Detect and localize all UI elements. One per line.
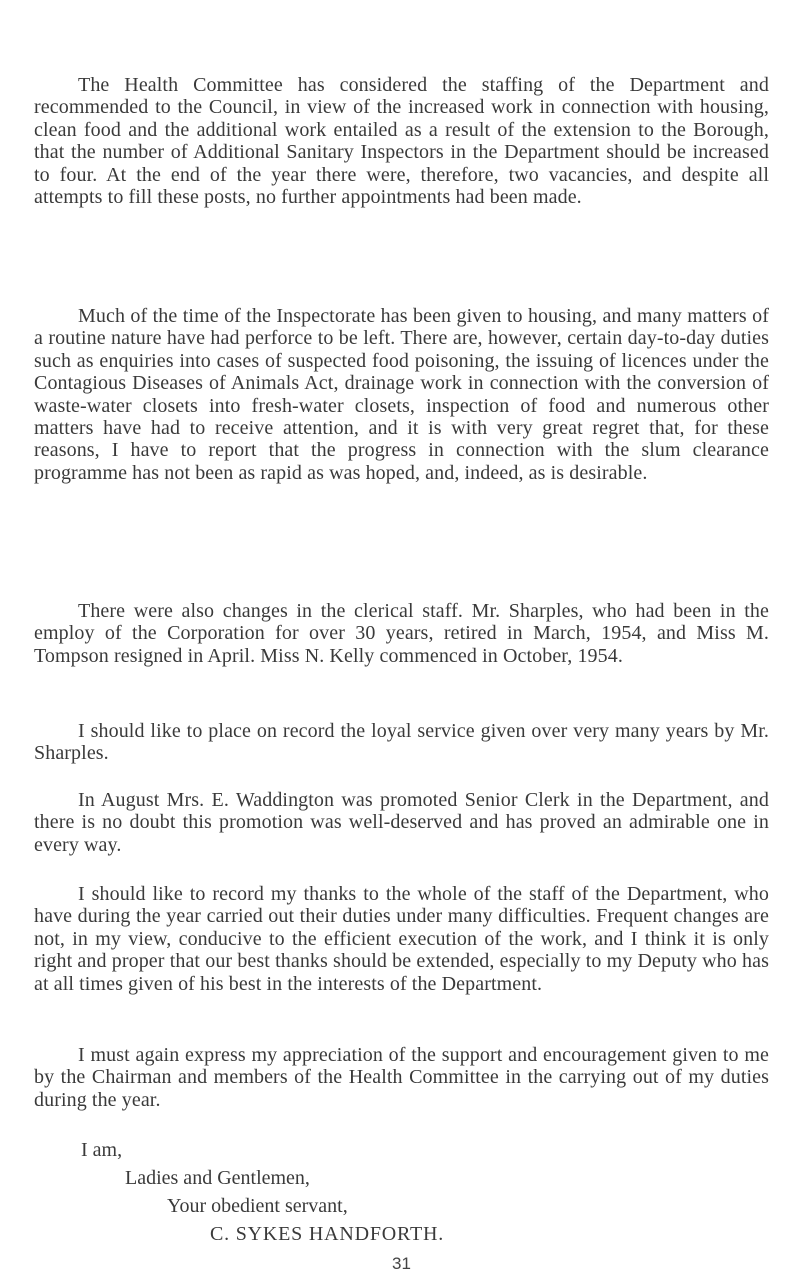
closing-salutation: Ladies and Gentlemen, <box>125 1167 310 1189</box>
page-number: 31 <box>392 1254 411 1273</box>
paragraph-thanks-staff: I should like to record my thanks to the whole of the staff of the Department, who have during the year carried out their duties under many difficulties. Frequent changes are not, in my view, conducive to the efficient execution of the work, and I think it is only right and proper that our best thanks should be extended, especially to my Deputy who has at all times given of his best in the interests of the Department. <box>34 883 769 995</box>
paragraph-loyal-service: I should like to place on record the loyal service given over very many years by Mr. Sharples. <box>34 720 769 765</box>
paragraph-inspectorate: Much of the time of the Inspectorate has been given to housing, and many matters of a routine nature have had perforce to be left. There are, however, certain day-to-day duties such as enquiries into cases of suspected food poisoning, the issuing of licences under the Contagious Diseases of Animals Act, drainage work in connection with the conversion of waste-water closets into fresh-water closets, inspection of food and numerous other matters have had to receive attention, and it is with very great regret that, for these reasons, I have to report that the progress in connection with the slum clearance programme has not been as rapid as was hoped, and, indeed, as is desirable. <box>34 305 769 484</box>
paragraph-staffing: The Health Committee has considered the staffing of the Department and recommended to the Council, in view of the increased work in connection with housing, clean food and the additional work entailed as a result of the extension to the Borough, that the number of Additional Sanitary Inspectors in the Department should be increased to four. At the end of the year there were, therefore, two vacancies, and despite all attempts to fill these posts, no further appointments had been made. <box>34 74 769 209</box>
closing-i-am: I am, <box>81 1139 123 1161</box>
paragraph-promotion: In August Mrs. E. Waddington was promoted Senior Clerk in the Department, and there is no doubt this promotion was well-deserved and has proved an admirable one in every way. <box>34 789 769 856</box>
paragraph-clerical-staff: There were also changes in the clerical staff. Mr. Sharples, who had been in the employ of the Corporation for over 30 years, retired in March, 1954, and Miss M. Tompson resigned in April. Miss N. Kelly commenced in October, 1954. <box>34 600 769 667</box>
paragraph-appreciation: I must again express my appreciation of the support and encouragement given to me by the Chairman and members of the Health Committee in the carrying out of my duties during the year. <box>34 1044 769 1111</box>
closing-valediction: Your obedient servant, <box>167 1195 348 1217</box>
signature: C. SYKES HANDFORTH. <box>210 1223 445 1245</box>
